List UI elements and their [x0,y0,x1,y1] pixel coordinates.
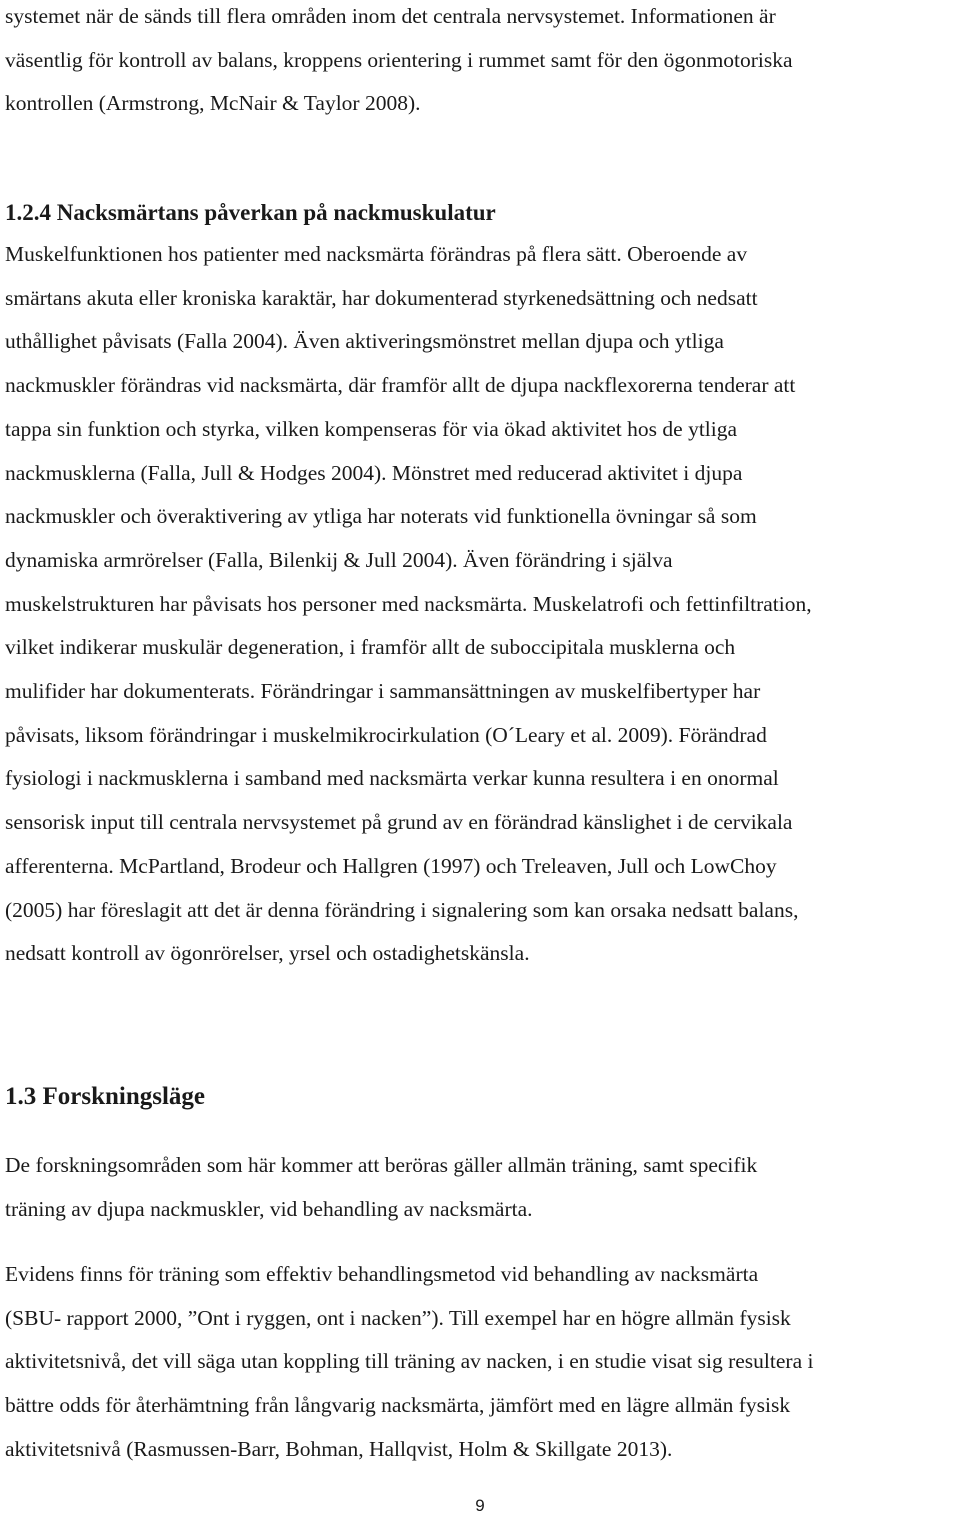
text-line: afferenterna. McPartland, Brodeur och Hallgren (1997) och Treleaven, Jull och LowChoy [5,853,777,878]
text-line: systemet när de sänds till flera områden inom det centrala nervsystemet. Informationen är [5,4,776,28]
text-line: nackmuskler och överaktivering av ytliga har noterats vid funktionella övningar så som [5,504,757,529]
text-line: Muskelfunktionen hos patienter med nacksmärta förändras på flera sätt. Oberoende av [5,242,748,266]
text-line: påvisats, liksom förändringar i muskelmikrocirkulation (O´Leary et al. 2009). Förändrad [5,722,767,747]
text-line: vilket indikerar muskulär degeneration, i framför allt de suboccipitala musklerna och [5,635,736,660]
text-line: uthållighet påvisats (Falla 2004). Även aktiveringsmönstret mellan djupa och ytliga [5,329,724,354]
text-line: kontrollen (Armstrong, McNair & Taylor 2008). [5,91,421,116]
text-line: sensorisk input till centrala nervsystemet på grund av en förändrad känslighet i de cervikala [5,810,793,835]
text-line: (2005) har föreslagit att det är denna förändring i signalering som kan orsaka nedsatt balans, [5,897,799,922]
text-line: mulifider har dokumenterats. Förändringar i sammansättningen av muskelfibertyper har [5,679,761,704]
text-line: De forskningsområden som här kommer att beröras gäller allmän träning, samt specifik [5,1153,758,1177]
text-line: bättre odds för återhämtning från långvarig nacksmärta, jämfört med en lägre allmän fysisk [5,1393,791,1418]
section-1-3-paragraph-1 [5,1144,955,1231]
section-1-2-4-paragraph [5,233,955,976]
section-heading-1-3: 1.3 Forskningsläge [5,1083,206,1110]
text-line: träning av djupa nackmuskler, vid behandling av nacksmärta. [5,1196,533,1221]
text-line: nackmuskler förändras vid nacksmärta, där framför allt de djupa nackflexorerna tenderar att [5,373,796,398]
text-line: aktivitetsnivå, det vill säga utan koppling till träning av nacken, i en studie visat sig resultera i [5,1349,814,1374]
text-line: nackmusklerna (Falla, Jull & Hodges 2004). Mönstret med reducerad aktivitet i djupa [5,460,743,485]
intro-paragraph [5,0,955,126]
text-line: Evidens finns för träning som effektiv behandlingsmetod vid behandling av nacksmärta [5,1262,759,1286]
page-number: 9 [475,1496,485,1515]
text-line: nedsatt kontroll av ögonrörelser, yrsel och ostadighetskänsla. [5,941,530,966]
text-line: muskelstrukturen har påvisats hos personer med nacksmärta. Muskelatrofi och fettinfiltration, [5,591,812,616]
text-line: aktivitetsnivå (Rasmussen-Barr, Bohman, Hallqvist, Holm & Skillgate 2013). [5,1436,673,1461]
text-line: (SBU- rapport 2000, ”Ont i ryggen, ont i nacken”). Till exempel har en högre allmän fysisk [5,1305,791,1330]
section-1-3-paragraph-2 [5,1253,955,1472]
text-line: väsentlig för kontroll av balans, kroppens orientering i rummet samt för den ögonmotoriska [5,47,793,72]
text-line: smärtans akuta eller kroniska karaktär, har dokumenterad styrkenedsättning och nedsatt [5,285,758,310]
section-heading-1-2-4: 1.2.4 Nacksmärtans påverkan på nackmuskulatur [5,200,496,225]
text-line: tappa sin funktion och styrka, vilken kompenseras för via ökad aktivitet hos de ytliga [5,416,738,441]
text-line: dynamiska armrörelser (Falla, Bilenkij & Jull 2004). Även förändring i själva [5,547,673,572]
text-line: fysiologi i nackmusklerna i samband med nacksmärta verkar kunna resultera i en onormal [5,766,779,791]
